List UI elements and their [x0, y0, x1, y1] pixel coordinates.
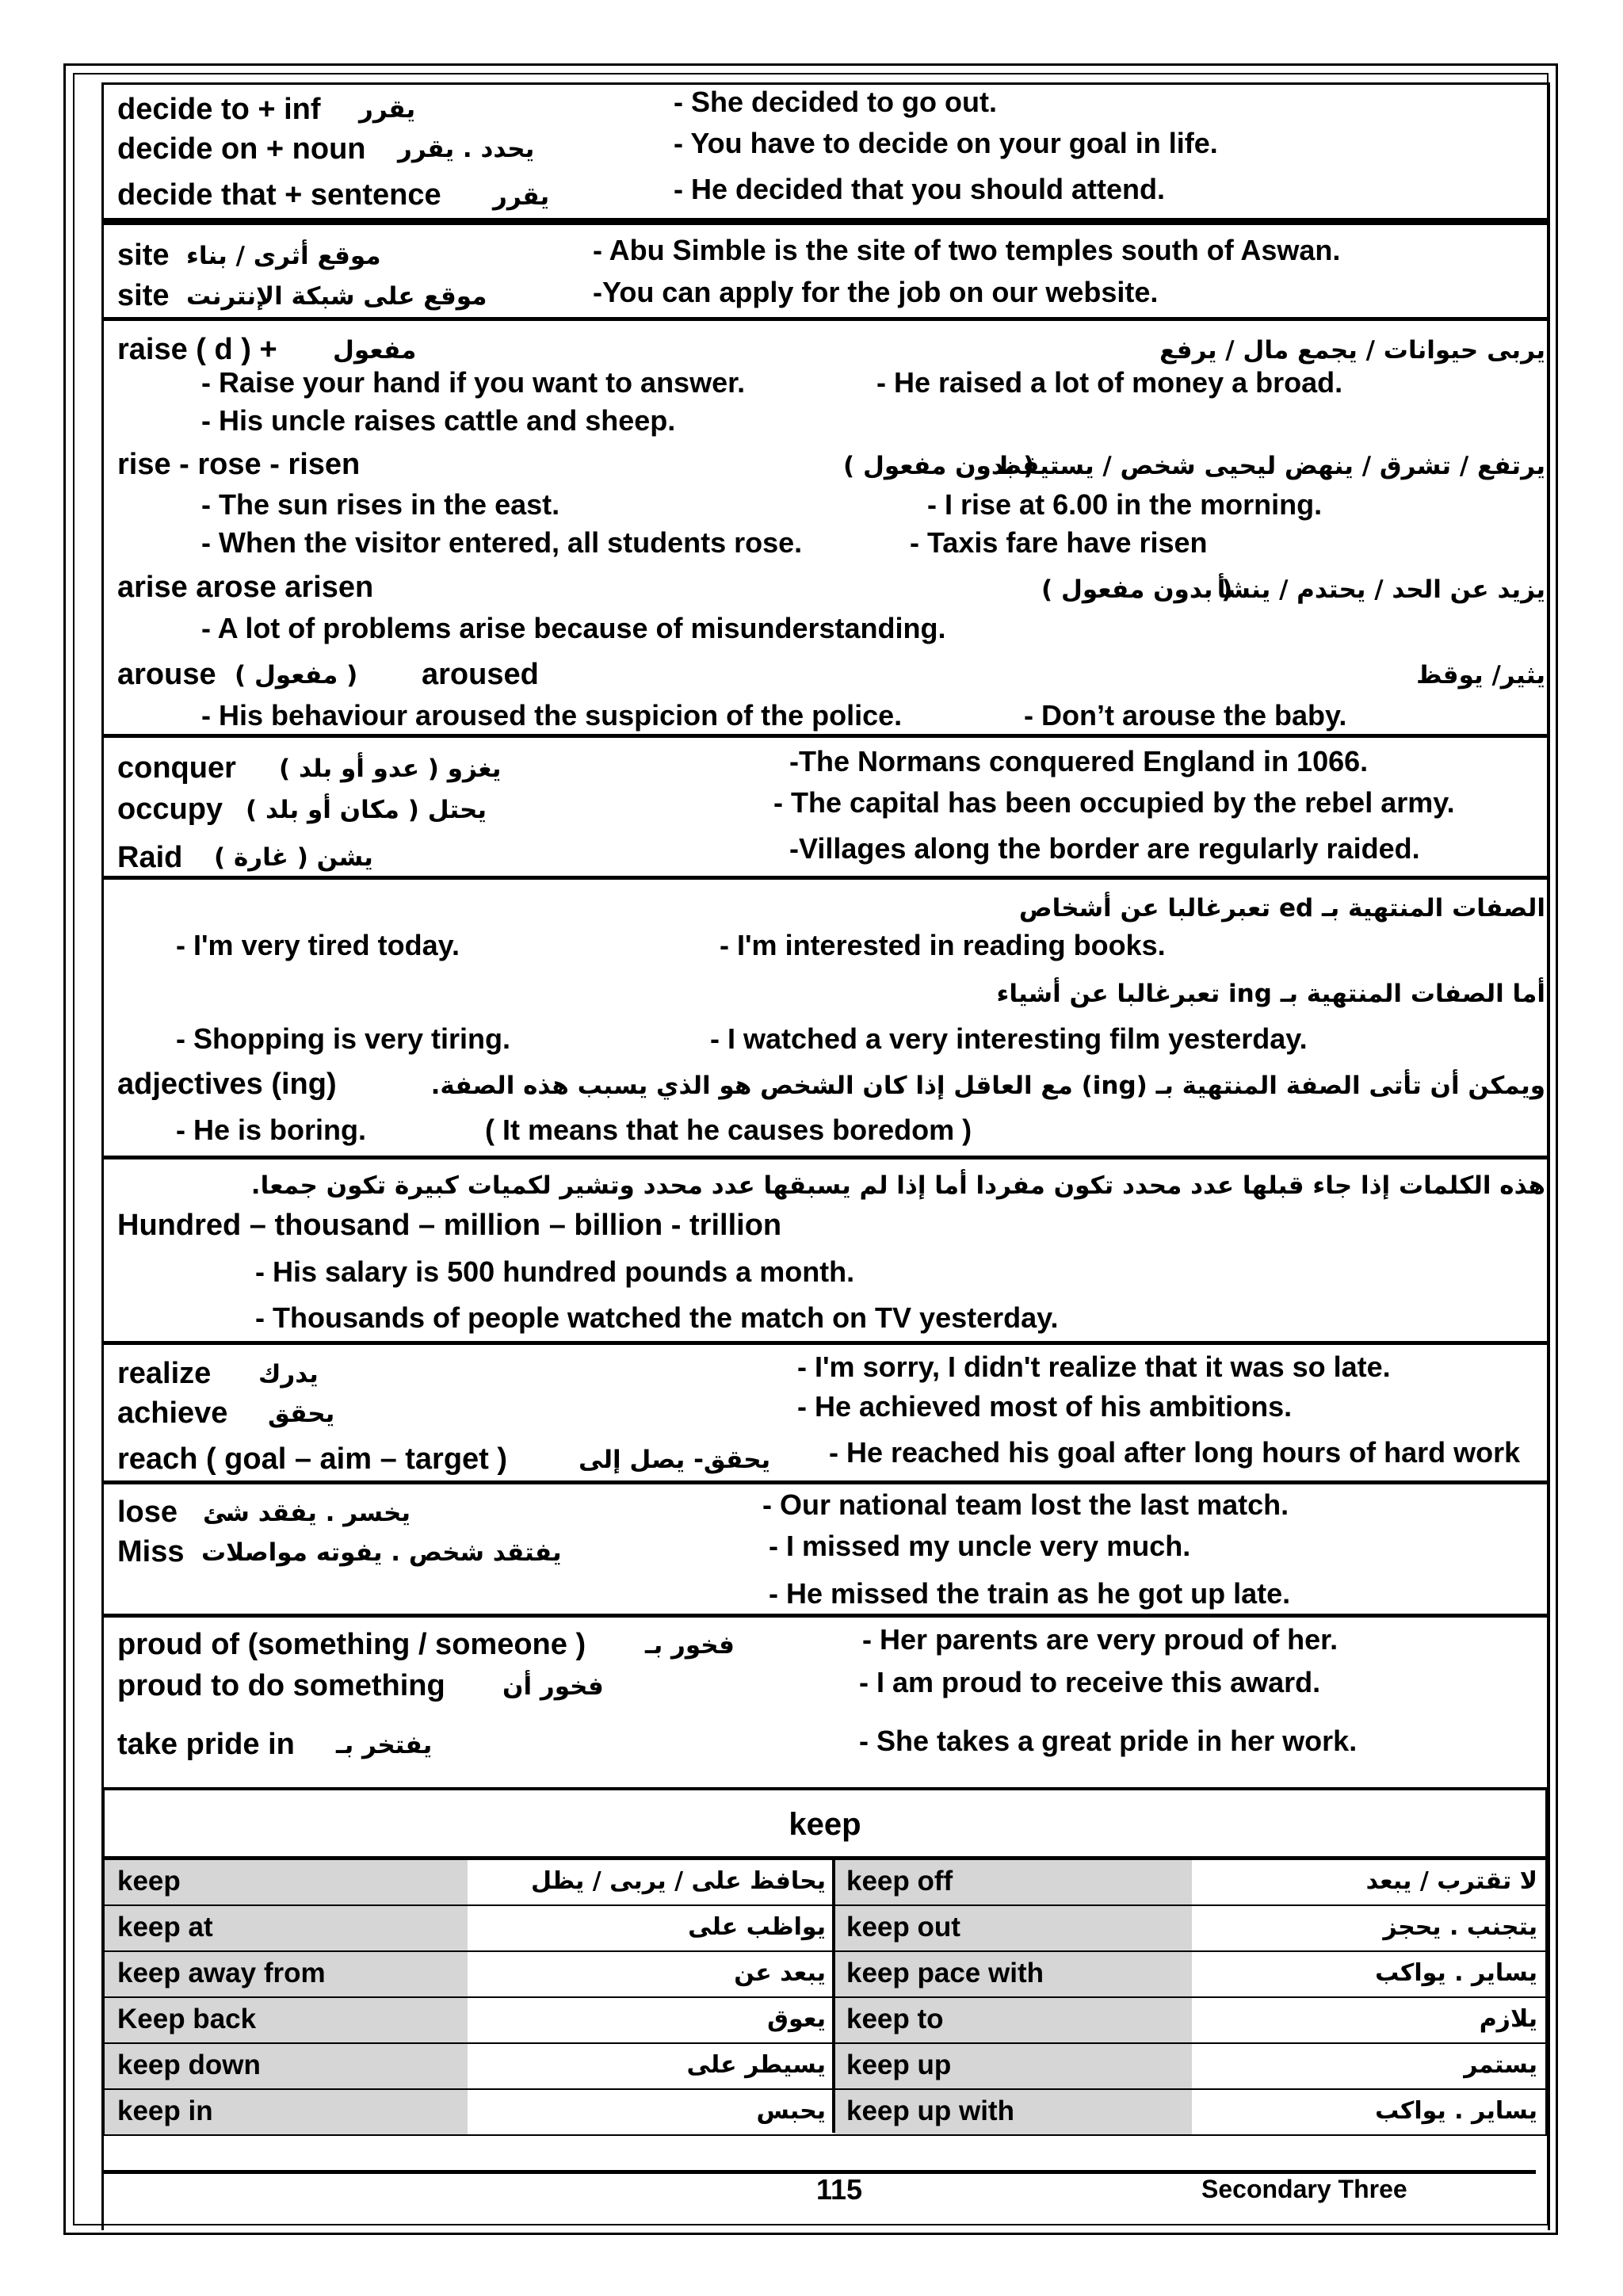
vocab-word: raise ( d ) +	[117, 333, 277, 366]
vocab-word: realize	[117, 1357, 212, 1390]
phrasal-verb-cell: keep to	[834, 1998, 1192, 2042]
example-sentence: - I am proud to receive this award.	[859, 1666, 1321, 1698]
vocab-word: lose	[117, 1496, 178, 1529]
meaning-cell: يحبس	[468, 2090, 834, 2134]
separator-3	[101, 734, 1549, 738]
example-sentence: - I'm sorry, I didn't realize that it was so late.	[797, 1350, 1391, 1383]
grammar-note: الصفات المنتهية بـ ed تعبرغالبا عن أشخاص	[1018, 894, 1545, 923]
separator-2	[101, 317, 1549, 321]
table-row	[105, 2088, 1545, 2134]
footer-label: Secondary Three	[1201, 2175, 1407, 2203]
meaning-cell: لا تقترب / يبعد	[1192, 1860, 1545, 1904]
example-sentence: -You can apply for the job on our website.	[593, 276, 1159, 308]
example-sentence: - Taxis fare have risen	[910, 526, 1208, 559]
vocab-word: aroused	[422, 658, 539, 691]
phrasal-verb-cell: keep up	[834, 2044, 1192, 2088]
meaning-cell: يواظب على	[468, 1906, 834, 1950]
vocab-word: reach ( goal – aim – target )	[117, 1442, 508, 1476]
example-sentence: -Villages along the border are regularly raided.	[789, 832, 1420, 865]
vocab-meaning: يثير/ يوقظ	[1416, 661, 1545, 690]
meaning-cell: يلازم	[1192, 1998, 1545, 2042]
vocab-meaning: يدرك	[258, 1360, 319, 1389]
example-sentence: - Raise your hand if you want to answer.	[201, 366, 746, 399]
table-title: keep	[105, 1790, 1545, 1859]
vocab-word: conquer	[117, 751, 236, 785]
meaning-cell: يسيطر على	[468, 2044, 834, 2088]
separator-6	[101, 1341, 1549, 1345]
example-sentence: - A lot of problems arise because of misunderstanding.	[201, 612, 946, 644]
example-sentence: - You have to decide on your goal in life.	[674, 127, 1218, 159]
vocab-meaning: يرتفع / تشرق / ينهض ليحيى شخص / يستيقظ	[995, 452, 1545, 480]
vocab-meaning: يحقق	[268, 1400, 335, 1428]
vocab-word: adjectives (ing)	[117, 1068, 337, 1101]
grammar-note: أما الصفات المنتهية بـ ing تعبرغالبا عن أشياء	[996, 980, 1545, 1008]
vocab-meaning: فخور بـ	[645, 1631, 735, 1660]
example-sentence: - His behaviour aroused the suspicion of the police.	[201, 699, 903, 732]
vocab-meaning: يزيد عن الحد / يحتدم / ينشأ	[1216, 575, 1545, 604]
meaning-cell: يحافظ على / يربى / يظل	[468, 1860, 834, 1904]
table-row	[105, 1996, 1545, 2042]
vocab-word: Miss	[117, 1535, 185, 1568]
example-sentence: - He achieved most of his ambitions.	[797, 1390, 1293, 1423]
phrasal-verb-cell: keep out	[834, 1906, 1192, 1950]
example-sentence: ( It means that he causes boredom )	[485, 1114, 972, 1146]
phrasal-verb-cell: keep off	[834, 1860, 1192, 1904]
vocab-word: decide that + sentence	[117, 178, 441, 212]
example-sentence: - She takes a great pride in her work.	[859, 1725, 1358, 1757]
phrasal-verb-cell: keep at	[105, 1906, 468, 1950]
table-row	[105, 1904, 1545, 1950]
example-sentence: - I missed my uncle very much.	[769, 1530, 1191, 1562]
table-row	[105, 1859, 1545, 1904]
vocab-word: rise - rose - risen	[117, 448, 361, 481]
meaning-cell: يتجنب . يحجز	[1192, 1906, 1545, 1950]
meaning-cell: يبعد عن	[468, 1952, 834, 1996]
vocab-meaning: فخور أن	[502, 1672, 604, 1701]
vocab-meaning: يحدد . يقرر	[398, 135, 535, 163]
example-sentence: - He missed the train as he got up late.	[769, 1577, 1291, 1610]
vocab-meaning: يغزو ( عدو أو بلد )	[279, 755, 502, 783]
table-column-divider	[832, 1859, 835, 2133]
example-sentence: - His uncle raises cattle and sheep.	[201, 404, 676, 437]
grammar-note: ويمكن أن تأتى الصفة المنتهية بـ (ing) مع العاقل إذا كان الشخص هو الذي يسبب هذه الصفة.	[430, 1072, 1545, 1100]
vocab-note: ( مفعول )	[235, 661, 358, 690]
table-row	[105, 2042, 1545, 2088]
separator-4	[101, 876, 1549, 880]
phrasal-verb-cell: keep pace with	[834, 1952, 1192, 1996]
vocab-meaning: موقع على شبكة الإنترنت	[186, 282, 487, 311]
vocab-word: site	[117, 279, 170, 312]
phrasal-verb-cell: Keep back	[105, 1998, 468, 2042]
vocab-note: مفعول	[333, 336, 417, 365]
phrasal-verb-cell: keep down	[105, 2044, 468, 2088]
example-sentence: - The sun rises in the east.	[201, 488, 560, 521]
meaning-cell: يعوق	[468, 1998, 834, 2042]
phrasal-verb-cell: keep	[105, 1860, 468, 1904]
example-sentence: - He raised a lot of money a broad.	[876, 366, 1343, 399]
vocab-meaning: يحتل ( مكان أو بلد )	[246, 796, 487, 824]
example-sentence: - Don’t arouse the baby.	[1024, 699, 1347, 732]
vocab-meaning: يقرر	[359, 95, 416, 124]
vocab-note: ( بدون مفعول )	[1041, 575, 1233, 604]
vocab-meaning: يخسر . يفقد شئ	[203, 1499, 411, 1527]
vocab-meaning: موقع أثرى / بناء	[186, 242, 381, 270]
meaning-cell: يساير . يواكب	[1192, 1952, 1545, 1996]
meaning-cell: يستمر	[1192, 2044, 1545, 2088]
example-sentence: - The capital has been occupied by the rebel army.	[773, 786, 1455, 819]
vocab-word: arouse	[117, 658, 216, 691]
phrasal-verb-cell: keep away from	[105, 1952, 468, 1996]
example-sentence: - I rise at 6.00 in the morning.	[927, 488, 1323, 521]
vocab-word: arise arose arisen	[117, 571, 374, 604]
vocab-word: achieve	[117, 1396, 228, 1430]
phrasal-verb-cell: keep up with	[834, 2090, 1192, 2134]
vocab-word: proud to do something	[117, 1669, 445, 1702]
phrasal-verb-cell: keep in	[105, 2090, 468, 2134]
vocab-word: take pride in	[117, 1728, 295, 1761]
vocab-meaning: يفتخر بـ	[336, 1731, 433, 1759]
example-sentence: - I'm interested in reading books.	[720, 929, 1166, 961]
vocab-word: proud of (something / someone )	[117, 1628, 586, 1661]
vocab-word: decide on + noun	[117, 132, 366, 166]
vocab-note: ( بدون مفعول )	[843, 452, 1035, 480]
example-sentence: - I watched a very interesting film yesterday.	[710, 1022, 1308, 1055]
keep-phrasal-verbs-table	[101, 1787, 1549, 2136]
table-row	[105, 1950, 1545, 1996]
example-sentence: - Our national team lost the last match.	[762, 1488, 1289, 1521]
example-sentence: - He reached his goal after long hours of hard work	[829, 1436, 1521, 1469]
vocab-word: Hundred – thousand – million – billion - trillion	[117, 1209, 782, 1242]
vocab-word: decide to + inf	[117, 93, 321, 126]
vocab-word: occupy	[117, 793, 223, 826]
example-sentence: - Abu Simble is the site of two temples south of Aswan.	[593, 234, 1341, 266]
vocab-meaning: يفتقد شخص . يفوته مواصلات	[201, 1538, 562, 1567]
example-sentence: - She decided to go out.	[674, 86, 997, 118]
vocab-word: Raid	[117, 841, 183, 874]
separator-8	[101, 1614, 1549, 1618]
example-sentence: - Her parents are very proud of her.	[862, 1623, 1338, 1656]
page-number: 115	[816, 2173, 863, 2206]
vocab-meaning: يربى حيوانات / يجمع مال / يرفع	[1159, 336, 1545, 365]
separator-7	[101, 1480, 1549, 1484]
example-sentence: -The Normans conquered England in 1066.	[789, 745, 1369, 777]
example-sentence: - Thousands of people watched the match on TV yesterday.	[255, 1301, 1059, 1334]
example-sentence: - He decided that you should attend.	[674, 173, 1166, 205]
example-sentence: - When the visitor entered, all students rose.	[201, 526, 803, 559]
example-sentence: - He is boring.	[176, 1114, 367, 1146]
separator-5	[101, 1156, 1549, 1159]
grammar-note: هذه الكلمات إذا جاء قبلها عدد محدد تكون مفردا أما إذا لم يسبقها عدد محدد وتشير لكميات كبيرة تكون جمعا.	[250, 1171, 1545, 1200]
vocab-word: site	[117, 239, 170, 272]
example-sentence: - I'm very tired today.	[176, 929, 460, 961]
vocab-meaning: يحقق- يصل إلى	[579, 1446, 771, 1474]
vocab-meaning: يقرر	[493, 182, 550, 211]
vocab-meaning: يشن ( غارة )	[214, 843, 373, 872]
example-sentence: - Shopping is very tiring.	[176, 1022, 511, 1055]
separator-1	[101, 218, 1549, 225]
meaning-cell: يساير . يواكب	[1192, 2090, 1545, 2134]
example-sentence: - His salary is 500 hundred pounds a month.	[255, 1255, 855, 1288]
